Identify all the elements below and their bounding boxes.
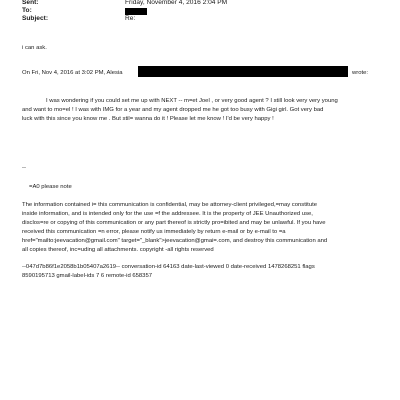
reply-text: i can ask.	[22, 45, 47, 51]
quoted-line: luck with this since you know me . But stil= wanna do it ! Please let me know ! I'd be very happy !	[22, 116, 274, 122]
sent-row	[22, 0, 228, 7]
sent-label: Sent:	[22, 0, 39, 6]
note-line: =A0 please note	[29, 184, 72, 190]
disclaimer-line: The information contained i= this communication is confidential, may be attorney-client privileged,=may constitute	[22, 202, 318, 208]
disclaimer-line: href="mailto:jeevacation@gmail.com" target="_blank">jeevacation@gmai=.com, and destroy this communication and	[22, 238, 328, 244]
quote-intro-suffix: wrote:	[352, 70, 369, 76]
disclaimer-line: received this communication =n error, please notify us immediately by return e-mail or by e-mail to =a	[22, 229, 286, 235]
subject-row	[22, 15, 136, 23]
redaction-to	[125, 8, 147, 15]
quoted-line: I was wondering if you could set me up with NEXT -- m=et Joel , or very good agent ? I still look very very young	[46, 98, 338, 104]
signature-separator: --	[22, 165, 26, 171]
sent-value: Friday, November 4, 2016 2:04 PM	[125, 0, 228, 6]
to-row	[22, 7, 122, 15]
disclaimer-line: all copies thereof, inc=uding all attachments. copyright -all rights reserved	[22, 247, 214, 253]
quoted-line: and want to mo=el ! I was with IMG for a year and my agent dropped me he got too busy with Gigi girl. Got very bad	[22, 107, 324, 113]
quote-intro-prefix: On Fri, Nov 4, 2016 at 3:02 PM, Alesia	[22, 70, 123, 76]
subject-value: Re:	[125, 15, 136, 22]
disclaimer-line: disclos=re or copying of this communication or any part thereof is strictly pro=ibited and may be unlawful. If you have	[22, 220, 326, 226]
subject-label: Subject:	[22, 15, 49, 22]
to-label: To:	[22, 7, 32, 14]
metadata-line: --047d7b86f1e2058b1b05407a2619-- conversation-id 64163 date-last-viewed 0 date-received 1478268251 flags	[22, 264, 315, 270]
disclaimer-line: inside information, and is intended only for the use =f the addressee. It is the property of JEE Unauthorized use,	[22, 211, 313, 217]
redaction-sender-email	[138, 66, 348, 77]
metadata-line: 8590195713 gmail-label-ids 7 6 remote-id 658357	[22, 273, 153, 279]
